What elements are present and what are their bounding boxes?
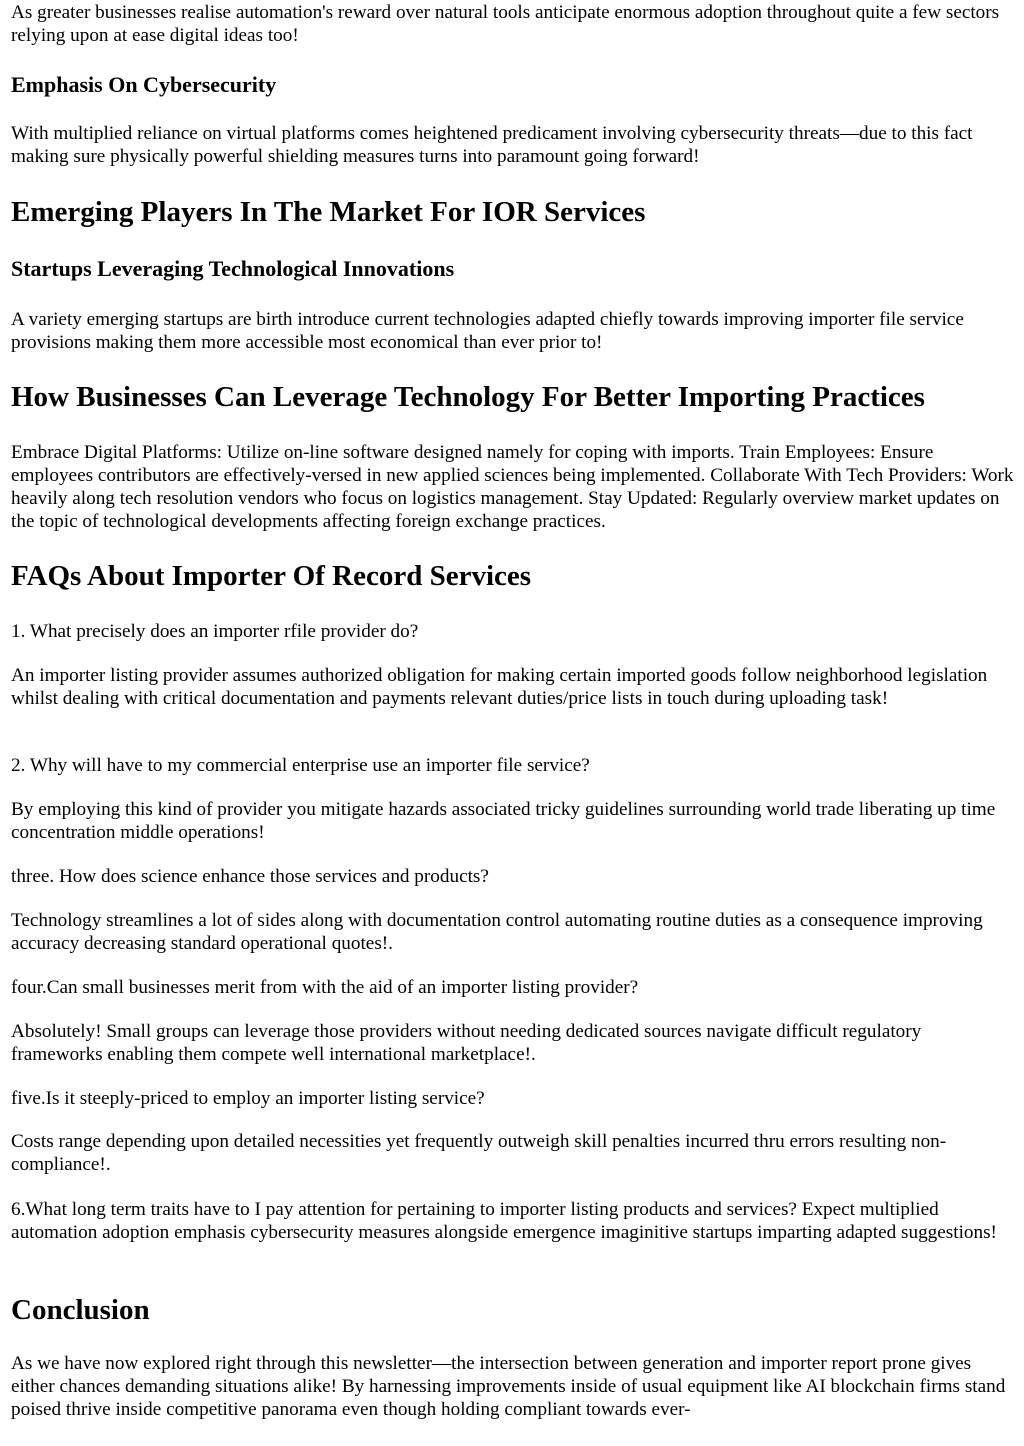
leverage-technology-paragraph: Embrace Digital Platforms: Utilize on-line software designed namely for coping with imports. Train Employees: Ensure employees contributors are effectively-versed in new applied sciences being implemented. Collaborate With Tech Providers: Work heavily along tech resolution vendors who focus on logistics management. Stay Updated: Regularly overview market updates on the topic of technological developments affecting foreign exchange practices. <box>11 442 1014 532</box>
faq-answer: Technology streamlines a lot of sides along with documentation control automating routine duties as a consequence improving accuracy decreasing standard operational quotes!. <box>11 910 983 954</box>
conclusion-paragraph: As we have now explored right through this newsletter—the intersection between generation and importer report prone gives either chances demanding situations alike! By harnessing improvements inside of usual equipment like AI blockchain firms stand poised thrive inside competitive panorama even though holding compliant towards ever- <box>11 1353 1006 1420</box>
faq-answer: Costs range depending upon detailed necessities yet frequently outweigh skill penalties incurred thru errors resulting non-compliance!. <box>11 1131 947 1175</box>
faq-question: five.Is it steeply-priced to employ an importer listing service? <box>11 1088 485 1109</box>
faqs-heading: FAQs About Importer Of Record Services <box>11 560 532 592</box>
intro-paragraph: As greater businesses realise automation's reward over natural tools anticipate enormous adoption throughout quite a few sectors relying upon at ease digital ideas too! <box>11 2 1000 46</box>
faq-final-item: 6.What long term traits have to I pay attention for pertaining to importer listing products and services? Expect multiplied automation adoption emphasis cybersecurity measures alongside emergence imaginitive startups imparting adapted suggestions! <box>11 1199 997 1243</box>
startups-paragraph: A variety emerging startups are birth introduce current technologies adapted chiefly towards improving importer file service provisions making them more accessible most economical than ever prior to! <box>11 309 964 353</box>
startups-subheading: Startups Leveraging Technological Innovations <box>11 256 455 281</box>
faq-answer: By employing this kind of provider you mitigate hazards associated tricky guidelines surrounding world trade liberating up time concentration middle operations! <box>11 799 996 843</box>
cybersecurity-heading: Emphasis On Cybersecurity <box>11 72 277 97</box>
faq-question: three. How does science enhance those services and products? <box>11 866 489 887</box>
emerging-players-heading: Emerging Players In The Market For IOR Services <box>11 196 646 228</box>
cybersecurity-paragraph: With multiplied reliance on virtual platforms comes heightened predicament involving cybersecurity threats—due to this fact making sure physically powerful shielding measures turns into paramount going forward! <box>11 123 973 167</box>
faq-answer: Absolutely! Small groups can leverage those providers without needing dedicated sources navigate difficult regulatory frameworks enabling them compete well international marketplace!. <box>11 1021 922 1065</box>
faq-question: 2. Why will have to my commercial enterprise use an importer file service? <box>11 755 590 776</box>
faq-answer: An importer listing provider assumes authorized obligation for making certain imported goods follow neighborhood legislation whilst dealing with critical documentation and payments relevant duties/price lists in touch during uploading task! <box>11 665 988 709</box>
leverage-technology-heading: How Businesses Can Leverage Technology For Better Importing Practices <box>11 381 925 413</box>
faq-question: 1. What precisely does an importer rfile provider do? <box>11 621 419 642</box>
conclusion-heading: Conclusion <box>11 1294 150 1326</box>
faq-question: four.Can small businesses merit from with the aid of an importer listing provider? <box>11 977 639 998</box>
